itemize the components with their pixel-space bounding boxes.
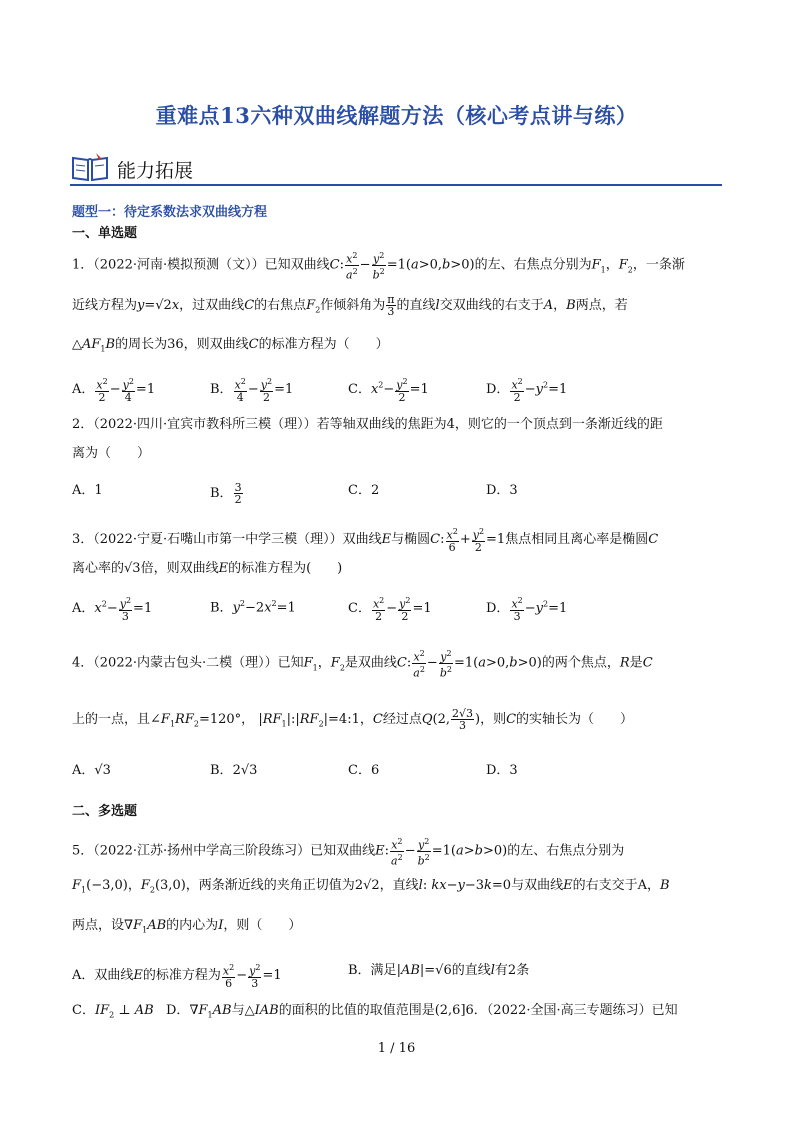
single-choice-heading: 一、单选题 — [72, 226, 138, 241]
book-icon — [70, 150, 110, 184]
q4-option-b[interactable]: B．2√3 — [210, 763, 258, 778]
q5-option-b[interactable]: B．满足|AB|=√6的直线l有2条 — [348, 963, 530, 978]
q1-line1: 1．（2022·河南·模拟预测（文））已知双曲线C: $\frac{x^2}{a^2}$ − $\frac{y^2}{b^2}$ =1(a>0,b>0)的左、右焦点分别为$F_1$，$F_2$，一条渐 — [72, 251, 685, 282]
page-title: 重难点13六种双曲线解题方法（核心考点讲与练） — [155, 103, 638, 128]
q1-option-c[interactable]: C．$x^2-$ $\frac{y^2}{2}$ =1 — [348, 377, 429, 404]
q1-option-a[interactable]: A． $\frac{x^2}{2}$ − $\frac{y^2}{4}$ =1 — [72, 377, 156, 404]
q3-line2: 离心率的√3倍，则双曲线E的标准方程为( ) — [72, 561, 343, 576]
q3-line1: 3．（2022·宁夏·石嘴山市第一中学三模（理））双曲线E与椭圆C: $\frac{x^2}{6}$ + $\frac{y^2}{2}$ =1焦点相同且离心率是椭圆C — [72, 527, 659, 554]
q1-line3: $\triangle AF_1B$的周长为36，则双曲线C的标准方程为（ ） — [72, 337, 389, 354]
q4-line2: 上的一点，且$\angle F_1RF_2=120^\circ$， $|RF_1|:|RF_2|=4:1$，C经过点Q(2, $\frac{2√3}{3}$ )，则C的实轴长为（ ） — [72, 707, 634, 732]
q2-option-c[interactable]: C．2 — [348, 483, 380, 498]
q4-line1: 4．（2022·内蒙古包头·二模（理））已知$F_1$，$F_2$是双曲线C: $\frac{x^2}{a^2}$ − $\frac{y^2}{b^2}$ =1(a>0,b>0)的两个焦点，R是C — [72, 649, 653, 680]
q3-option-c[interactable]: C． $\frac{x^2}{2}$ − $\frac{y^2}{2}$ =1 — [348, 596, 432, 623]
q3-option-b[interactable]: B．$y^2-2x^2=1$ — [210, 599, 296, 616]
q2-option-b[interactable]: B． $\frac{3}{2}$ — [210, 481, 242, 506]
q1-line2: 近线方程为y=√2x，过双曲线C的右焦点$F_2$作倾斜角为 $\frac{\pi}{3}$ 的直线l交双曲线的右支于A，B两点，若 — [72, 293, 628, 318]
q5-option-a[interactable]: A．双曲线E的标准方程为 $\frac{x^2}{6}$ − $\frac{y^2}{3}$ =1 — [72, 963, 282, 990]
q3-option-a[interactable]: A．$x^2-$ $\frac{y^2}{3}$ =1 — [72, 596, 153, 623]
q2-option-a[interactable]: A．1 — [72, 483, 103, 498]
q4-option-a[interactable]: A．√3 — [72, 763, 111, 778]
section-rule — [70, 184, 722, 186]
q5-line2: $F_1(-3,0)$，$F_2(3,0)$，两条渐近线的夹角正切值为2√2，直线l: kx−y−3k=0与双曲线E的右支交于A，B — [72, 878, 670, 895]
q5-line3: 两点，设$\nabla F_1AB$的内心为I，则（ ） — [72, 918, 302, 935]
q2-line2: 离为（ ） — [72, 446, 151, 461]
q4-option-d[interactable]: D．3 — [486, 763, 518, 778]
q1-option-d[interactable]: D． $\frac{x^2}{2}$ $-y^2=1$ — [486, 377, 568, 404]
q5-option-c[interactable]: C．$IF_2$ ⊥ AB — [72, 1003, 154, 1020]
q5-line1: 5．（2022·江苏·扬州中学高三阶段练习）已知双曲线E: $\frac{x^2}{a^2}$ − $\frac{y^2}{b^2}$ =1(a>b>0)的左、右焦点分别为 — [72, 837, 625, 868]
question-type-heading: 题型一：待定系数法求双曲线方程 — [72, 205, 268, 220]
q2-option-d[interactable]: D．3 — [486, 483, 518, 498]
q2-line1: 2．（2022·四川·宜宾市教科所三模（理））若等轴双曲线的焦距为4，则它的一个顶点到一条渐近线的距 — [72, 417, 663, 432]
page-number: 1 / 16 — [377, 1041, 416, 1056]
q3-option-d[interactable]: D． $\frac{x^2}{3}$ $-y^2=1$ — [486, 596, 568, 623]
section-header — [70, 148, 722, 188]
q4-option-c[interactable]: C．6 — [348, 763, 380, 778]
multi-choice-heading: 二、多选题 — [72, 804, 138, 819]
section-title: 能力拓展 — [117, 160, 194, 182]
q5-option-d[interactable]: D．$\nabla F_1AB$与△IAB的面积的比值的取值范围是(2,6]6．（2022·全国·高三专题练习）已知 — [166, 1003, 678, 1020]
q1-option-b[interactable]: B． $\frac{x^2}{4}$ − $\frac{y^2}{2}$ =1 — [210, 377, 294, 404]
